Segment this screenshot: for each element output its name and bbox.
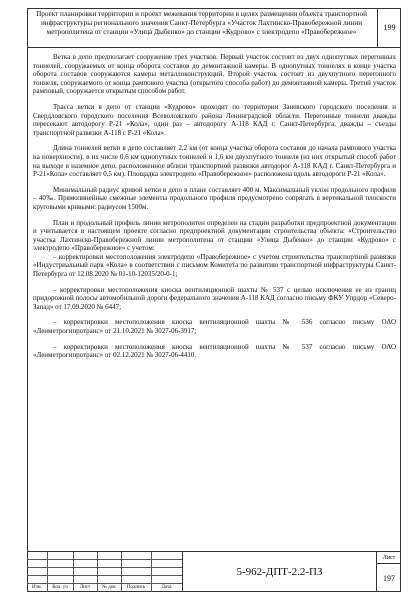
revision-row <box>27 568 182 576</box>
list-item: – корректировки местоположения киоска вентиляционной шахты № 536 согласно письму ОАО «Ленметрогипротранс» от 21.10.2021 № 3027-06-3917; <box>33 318 396 336</box>
paragraph: Длина тоннелей ветки в депо составляет 2,2 км (от конца участка оборота составов до начала рампового участка на поверхности), в их числе 0,6 км однопутных тоннелей и 1,6 км двухпутного тоннеля (из них открытый способ работ на выходе в наземное депо, расположенное вблизи транспортной развязки автодорог А-118 КАД г. Санкт-Петербурга и Р-21«Кола» составляет 0,5 км). Площадка электродепо «Правобережное» расположена вдоль автодороги Р-21 «Кола». <box>33 144 396 179</box>
header-page-number: 199 <box>377 8 401 47</box>
revision-row <box>27 576 182 584</box>
label-sheet: Лист <box>79 585 91 590</box>
document-body <box>33 53 396 360</box>
header-title: Проект планировки территории и проект межевания территории в целях размещения объекта транспортной инфраструктуры регионального значения Санкт-Петербурга «Участок Лахтинско-Правобережной линии метрополитена от станции «Улица Дыбенко» до станции «Кудрово» с электродепо «Правобережное» <box>36 10 367 36</box>
document-code: 5-962-ДПТ-2.2-ПЗ <box>182 552 376 592</box>
paragraph: Минимальный радиус кривой ветки в депо в плане составляет 400 м. Максимальный уклон продольного профиля – 40‰. Прямолинейные смежные элементы продольного профиля предусмотрено сопрягать в вертикальной плоскости круговыми кривыми: радиусом 1500м. <box>33 185 396 211</box>
revision-header <box>27 584 182 592</box>
sheet-label: Лист <box>377 552 401 564</box>
revision-table <box>27 552 182 592</box>
sheet-number: 197 <box>383 573 395 583</box>
label-quantity: Кол. уч <box>52 585 68 590</box>
paragraph: Трасса ветки в депо от станции «Кудрово» проходит по территории Заневского городского поселения и Свердловского городского поселения Всеволожского района Ленинградской области. Перегонные тоннели дважды пересекают автодорогу Р-21 «Кола», один раз – автодорогу А-118 КАД г. Санкт-Петербурга, дважды – съезды транспортной развязки А-118 с Р-21 «Кола». <box>33 102 396 137</box>
label-change: Изм. <box>32 585 42 590</box>
list-item: – корректировки местоположения киоска вентиляционной шахты № 537 с целью исключения ее из границ придорожной полосы автомобильной дороги федерального значения А-118 КАД согласно письму ФКУ Упрдор «Северо-Запад» от 17.09.2020 № 6447; <box>33 285 396 311</box>
sheet-box <box>376 552 401 592</box>
paragraph: План и продольный профиль линии метрополитен определен на стадии разработки предпроектной документации и учитывается в настоящем проекте согласно предпроектной документации строительства объекта: «Строительство участка Лахтинско-Правобережной линии метрополитена от станции «Улица Дыбенко» до станции «Кудрово» с электродепо «Правобережное» с учетом: <box>33 218 396 253</box>
list-item: – корректировки местоположения электродепо «Правобережное» с учетом строительства транспортной развязки «Индустриальный парк «Кола» в соответствии с письмом Комитета по развитию транспортной инфраструктуры Санкт-Петербурга от 12.08.2020 № 01-10-12035/20-0-1; <box>33 252 396 279</box>
paragraph: Ветка в депо предполагает сооружение трех участков. Первый участок состоит из двух однопутных перегонных тоннелей, сооружаемых от конца оборота составов до демонтажной камеры. В однопутных тоннелях в конце участка оборота составов сооружаются камеры металлоконструкций. Второй участок состоит из двухпутного перегонного тоннеля, сооружаемого от конца рампового участка (открытого способа работ) до демонтажной камеры. Третий участок рамповый, сооружается открытым способом работ. <box>33 53 396 96</box>
label-date: Дата <box>161 585 172 590</box>
label-doc-number: № док <box>102 585 116 590</box>
header-block <box>27 8 401 48</box>
revision-row <box>27 560 182 568</box>
label-signature: Подпись <box>126 585 146 590</box>
revision-row <box>27 552 182 560</box>
title-block <box>27 551 401 592</box>
list-item: – корректировки местоположения киоска вентиляционной шахты № 537 согласно письму ОАО «Ленметрогипротранс» от 02.12.2021 № 3027-06-4410. <box>33 342 396 360</box>
